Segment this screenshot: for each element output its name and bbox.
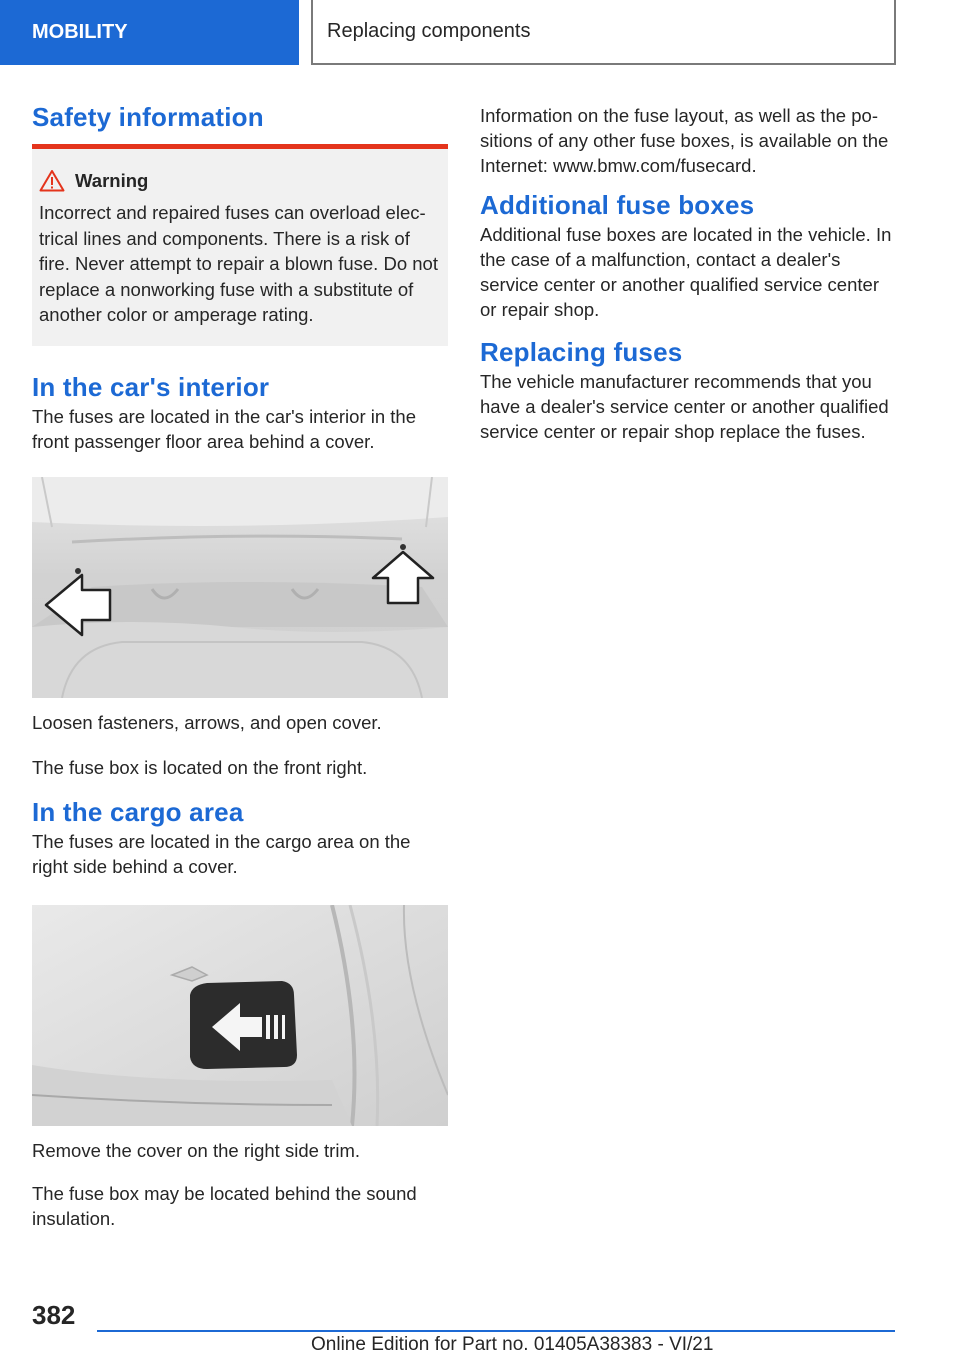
intro-text: Information on the fuse layout, as well as the positions of any other fuse boxes, is available on the Internet: www.bmw.com/fusecard. <box>480 105 889 176</box>
replacing-heading: Replacing fuses <box>480 337 683 367</box>
safety-heading: Safety information <box>32 102 264 132</box>
page-number: 382 <box>32 1300 76 1330</box>
cargo-caption-2: The fuse box may be located behind the sound insulation. <box>32 1182 417 1229</box>
warning-text: Incorrect and repaired fuses can overload electrical lines and components. There is a risk of fire. Never attempt to repair a blown fuse. Do not replace a nonworking fuse with a substitute of another color or amperage rating. <box>39 202 438 325</box>
cargo-fuse-cover-photo <box>32 905 448 1126</box>
cargo-text: The fuses are located in the cargo area on the right side behind a cover. <box>32 830 411 877</box>
warning-box <box>32 149 448 346</box>
interior-caption-1: Loosen fasteners, arrows, and open cover. <box>32 711 382 733</box>
edition-note: Online Edition for Part no. 01405A38383 - VI/21 <box>311 1334 714 1355</box>
left-column <box>32 100 448 1231</box>
chapter-title: Replacing components <box>311 0 896 65</box>
warning-label: Warning <box>75 169 149 191</box>
interior-heading: In the car's interior <box>32 371 270 402</box>
warning-triangle-icon <box>39 169 65 192</box>
cargo-heading: In the cargo area <box>32 796 244 827</box>
section-tab[interactable]: MOBILITY <box>0 0 299 65</box>
additional-heading: Additional fuse boxes <box>480 190 755 220</box>
footer-divider <box>97 1330 895 1332</box>
right-column <box>480 103 900 444</box>
interior-text: The fuses are located in the car's interior in the front passenger floor area behind a cover. <box>32 405 417 452</box>
additional-text: Additional fuse boxes are located in the vehicle. In the case of a malfunction, contact a dealer's service center or another qualified service center or repair shop. <box>480 224 892 320</box>
cargo-caption-1: Remove the cover on the right side trim. <box>32 1139 361 1161</box>
replacing-text: The vehicle manufacturer recommends that you have a dealer's service center or another qualified service center or repair shop replace the fuses. <box>480 371 889 442</box>
interior-fuse-cover-photo <box>32 477 448 698</box>
interior-caption-2: The fuse box is located on the front right. <box>32 756 368 778</box>
